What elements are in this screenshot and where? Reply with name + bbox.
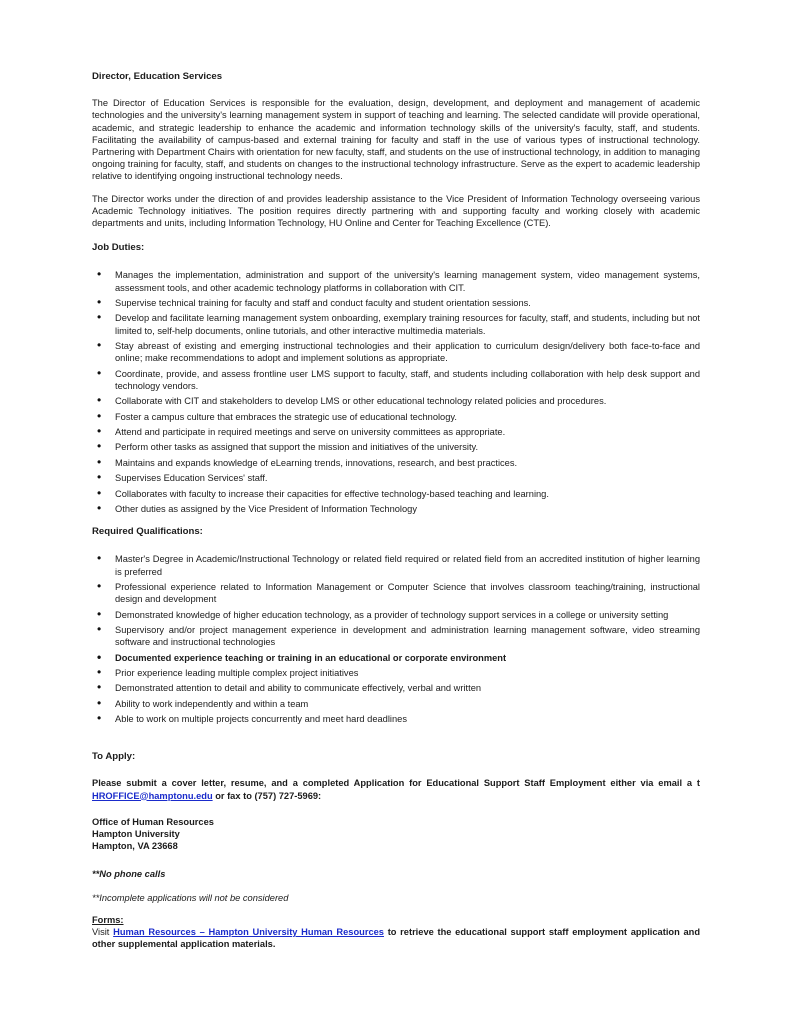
note-incomplete-applications: **Incomplete applications will not be considered bbox=[92, 892, 289, 903]
job-duties-list bbox=[92, 269, 700, 515]
job-title: Director, Education Services bbox=[92, 71, 223, 82]
qualification-item: • Prior experience leading multiple complex project initiatives bbox=[92, 667, 700, 679]
address-line-office: Office of Human Resources bbox=[92, 816, 214, 827]
job-duty-item: • Maintains and expands knowledge of eLearning trends, innovations, research, and best practices. bbox=[92, 457, 700, 469]
job-duty-item: • Perform other tasks as assigned that support the mission and initiatives of the university. bbox=[92, 441, 700, 453]
address-line-city: Hampton, VA 23668 bbox=[92, 841, 178, 852]
job-duty-item: • Collaborates with faculty to increase their capacities for effective technology-based teaching and learning. bbox=[92, 488, 700, 500]
qualification-item: • Master's Degree in Academic/Instructional Technology or related field required or related field from an accredited institution of higher learning is preferred bbox=[92, 553, 700, 577]
forms-text-before: Visit bbox=[92, 927, 114, 938]
intro-paragraph-1: The Director of Education Services is responsible for the evaluation, design, development, and deployment and management of academic technologies and the university's learning management system in support of teaching and learning. The selected candidate will provide operational, academic, and strategic leadership to enhance the academic and information technology skills of the university's faculty, staff, and students. Facilitating the availability of campus-based and external training for faculty and staff in the use of various types of instructional technology. Partnering with Department Chairs with orientation for new faculty, staff, and students on the use of instructional technology, in addition to managing ongoing training for faculty, staff, and students on changes to the instructional technology infrastructure. Serve as the expert to academic leadership relative to identifying ongoing instructional technology needs. bbox=[92, 98, 700, 182]
job-duty-item: • Other duties as assigned by the Vice President of Information Technology bbox=[92, 503, 700, 515]
qualification-item: • Professional experience related to Information Management or Computer Science that involves classroom teaching/training, instructional design and development bbox=[92, 581, 700, 605]
forms-heading: Forms: bbox=[92, 914, 124, 925]
apply-text-before: Please submit a cover letter, resume, and a completed Application for Educational Support Staff Employment either via email a t bbox=[92, 778, 700, 789]
job-duty-item: • Manages the implementation, administration and support of the university's learning management system, video management systems, assessment tools, and other academic technology platforms in collaboration with CIT. bbox=[92, 269, 700, 293]
apply-text-after: or fax to (757) 727-5969: bbox=[212, 790, 322, 801]
qualification-item: • Supervisory and/or project management experience in development and administration learning management software, video streaming software and instructional technologies bbox=[92, 624, 700, 648]
address-line-university: Hampton University bbox=[92, 829, 180, 840]
intro-paragraph-2: The Director works under the direction of and provides leadership assistance to the Vice President of Information Technology overseeing various Academic Technology initiatives. The position requires directly partnering with and supporting faculty and working closely with academic departments and units, including Information Technology, HU Online and Center for Teaching Excellence (CTE). bbox=[92, 193, 700, 229]
hr-address-block bbox=[92, 816, 700, 853]
qualification-item: • Demonstrated knowledge of higher education technology, as a provider of technology support services in a college or university setting bbox=[92, 609, 700, 621]
required-qualifications-heading: Required Qualifications: bbox=[92, 526, 203, 538]
forms-instructions bbox=[92, 926, 700, 950]
qualification-item-bold: • Documented experience teaching or training in an educational or corporate environment bbox=[92, 652, 700, 664]
document-content bbox=[92, 71, 700, 951]
qualification-item: • Demonstrated attention to detail and ability to communicate effectively, verbal and written bbox=[92, 682, 700, 694]
job-duty-item: • Develop and facilitate learning management system onboarding, exemplary training resources for faculty, staff, and students, including but not limited to, self-help documents, online tutorials, and other interactive multimedia materials. bbox=[92, 312, 700, 336]
required-qualifications-list bbox=[92, 553, 700, 725]
note-no-phone-calls: **No phone calls bbox=[92, 868, 166, 879]
job-duty-item: • Stay abreast of existing and emerging instructional technologies and their application to curriculum design/delivery both face-to-face and online; make recommendations to adopt and implement solutions as appropriate. bbox=[92, 340, 700, 364]
job-duty-item: • Coordinate, provide, and assess frontline user LMS support to faculty, staff, and students including collaboration with help desk support and technology vendors. bbox=[92, 368, 700, 392]
job-duty-item: • Attend and participate in required meetings and serve on university committees as appropriate. bbox=[92, 426, 700, 438]
job-duties-heading: Job Duties: bbox=[92, 242, 145, 254]
to-apply-heading: To Apply: bbox=[92, 751, 136, 763]
job-duty-item: • Supervise technical training for faculty and staff and conduct faculty and student orientation sessions. bbox=[92, 297, 700, 309]
hr-email-link[interactable]: HROFFICE@hamptonu.edu bbox=[92, 790, 213, 801]
job-duty-item: • Collaborate with CIT and stakeholders to develop LMS or other educational technology related policies and procedures. bbox=[92, 395, 700, 407]
human-resources-link[interactable]: Human Resources – Hampton University Human Resources bbox=[113, 927, 384, 938]
apply-instructions bbox=[92, 777, 700, 801]
qualification-item: • Ability to work independently and within a team bbox=[92, 698, 700, 710]
forms-text-after: to retrieve the educational support staff employment application and other supplemental application materials. bbox=[92, 927, 701, 950]
job-duty-item: • Supervises Education Services' staff. bbox=[92, 472, 700, 484]
qualification-item: • Able to work on multiple projects concurrently and meet hard deadlines bbox=[92, 713, 700, 725]
job-duty-item: • Foster a campus culture that embraces the strategic use of educational technology. bbox=[92, 411, 700, 423]
